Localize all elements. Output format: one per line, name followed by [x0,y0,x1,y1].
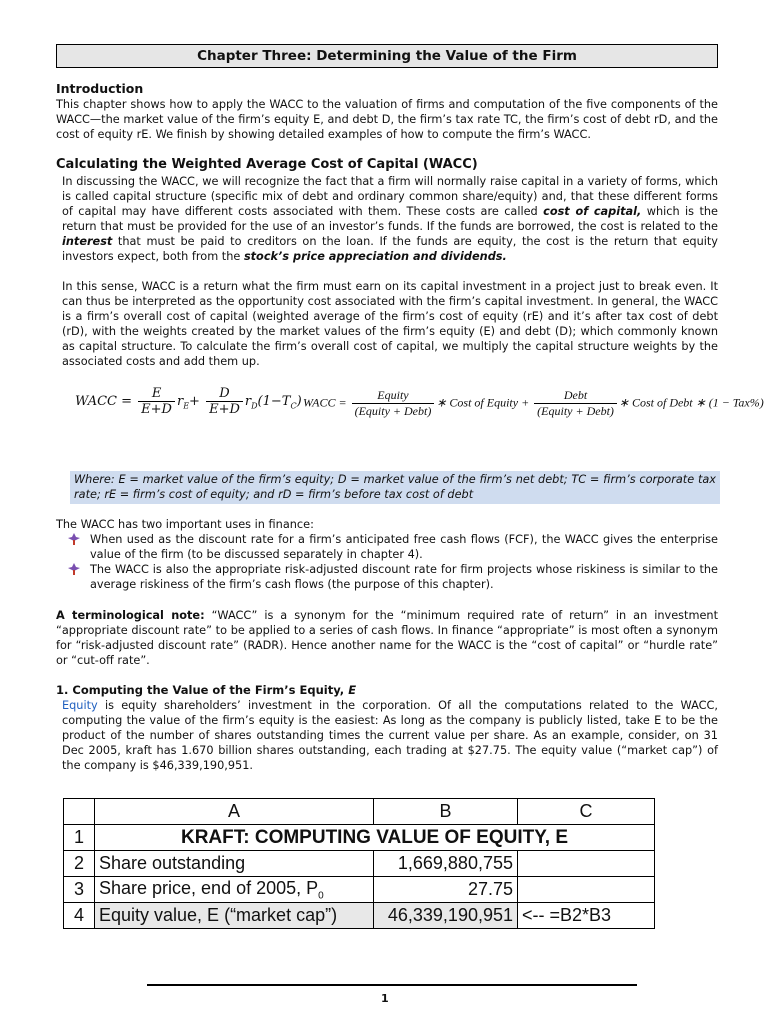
spreadsheet-equity-table [63,798,655,929]
intro-paragraph: This chapter shows how to apply the WACC to the valuation of firms and computation of the five components of the WACC—the market value of the firm’s equity E, and debt D, the firm’s tax rate TC, the firm’s cost of debt rD, and the cost of equity rE. We finish by showing detailed examples of how to compute the firm’s WACC. [56,98,718,141]
wacc-formula-verbal: WACC = $\frac{\text{Equity}}{\text{(Equity + Debt)}}$ ∗ Cost of Equity + $\frac{\text{Debt}}{\text{(Equity + Debt)}}$ ∗ Cost of Debt ∗ (1 − Tax%) [303,388,764,418]
table-header-row [64,799,655,825]
table-title: KRAFT: COMPUTING VALUE OF EQUITY, E [95,825,655,851]
page-number: 1 [381,992,389,1005]
uses-item-2: The WACC is also the appropriate risk-adjusted discount rate for firm projects whose riskiness is similar to the average riskiness of the firm’s cash flows (the purpose of this chapter). [90,562,718,592]
column-b-header: B [374,799,518,825]
column-c-header: C [518,799,655,825]
table-row: 4 Equity value, E (“market cap”) 46,339,190,951 <-- =B2*B3 [64,903,655,929]
uses-lead: The WACC has two important uses in finance: [56,518,314,531]
table-row: 3 Share price, end of 2005, $P_0$ 27.75 [64,877,655,903]
wacc-paragraph-1: In discussing the WACC, we will recognize the fact that a firm will normally raise capital in a variety of forms, which is called capital structure (specific mix of debt and ordinary common share/equity) and, that these different forms of capital may have different costs associated with them. These costs are called cost of capital, which is the return that must be provided for the use of an investor’s funds. If the funds are borrowed, the cost is related to the interest that must be paid to creditors on the loan. If the funds are equity, the cost is the return that equity investors expect, both from the stock’s price appreciation and dividends. [62,175,718,263]
pin-bullet-icon [68,533,80,545]
footer-divider [147,984,637,986]
table-row: 2 Share outstanding 1,669,880,755 [64,851,655,877]
where-definitions: Where: E = market value of the firm’s equity; D = market value of the firm’s net debt; TC = firm’s corporate tax rate; rE = firm’s cost of equity; and rD = firm’s before tax cost of debt [70,471,720,504]
chapter-title: Chapter Three: Determining the Value of the Firm [56,44,718,68]
uses-item-1: When used as the discount rate for a firm’s anticipated free cash flows (FCF), the WACC gives the enterprise value of the firm (to be discussed separately in chapter 4). [90,532,718,562]
pin-bullet-icon [68,563,80,575]
wacc-heading: Calculating the Weighted Average Cost of Capital (WACC) [56,157,478,172]
table-row: 1 KRAFT: COMPUTING VALUE OF EQUITY, E [64,825,655,851]
terminological-note: A terminological note: “WACC” is a synonym for the “minimum required rate of return” in an investment “appropriate discount rate” to be applied to a series of cash flows. In finance “appropriate” is most often a synonym for “risk-adjusted discount rate” (RADR). Hence another name for the WACC is the “cost of capital” or “hurdle rate” or “cut-off rate”. [56,609,718,667]
section1-heading: 1. Computing the Value of the Firm’s Equity, E [56,683,357,697]
column-a-header: A [95,799,374,825]
wacc-paragraph-2: In this sense, WACC is a return what the firm must earn on its capital investment in a project just to break even. It can thus be interpreted as the opportunity cost associated with the firm’s capital investment. In general, the WACC is a firm’s overall cost of capital (weighted average of the firm’s cost of equity (rE) and it’s after tax cost of debt (rD), with the weights created by the market values of the firm’s equity (E) and debt (D); which commonly known as capital structure. To calculate the firm’s overall cost of capital, we multiply the capital structure weights by the associated costs and add them up. [62,280,718,368]
wacc-formula-symbolic: WACC = $\frac{E}{E+D}$ $r_E+$ $\frac{D}{E+D}$ $r_D(1-T_C)$ [75,386,302,417]
section1-paragraph: Equity is equity shareholders’ investment in the corporation. Of all the computations related to the WACC, computing the value of the firm’s equity is the easiest: As long as the company is publicly listed, take E to be the product of the number of shares outstanding times the current value per share. As an example, consider, on 31 Dec 2005, kraft has 1.670 billion shares outstanding, each trading at $27.75. The equity value (“market cap”) of the company is $46,339,190,951. [62,699,718,772]
intro-heading: Introduction [56,81,144,96]
